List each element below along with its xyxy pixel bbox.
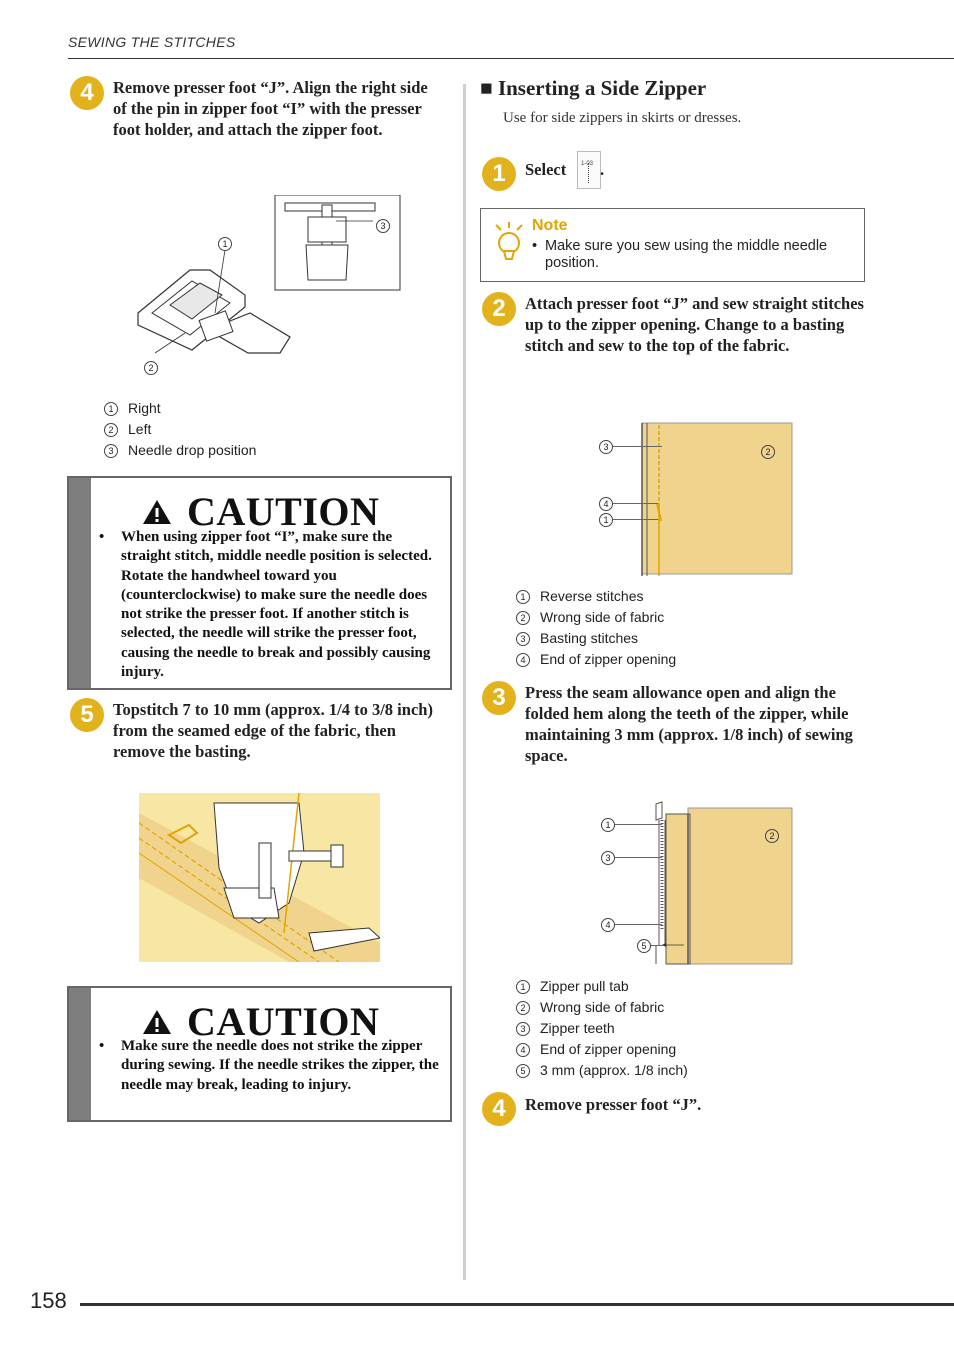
note-box [480, 208, 865, 282]
legend-item: 4 End of zipper opening [516, 649, 676, 670]
step-5-text: Topstitch 7 to 10 mm (approx. 1/4 to 3/8 inch) from the seamed edge of the fabric, then remove the basting. [113, 700, 433, 761]
warning-triangle-icon [141, 498, 173, 526]
legend-item: 2 Wrong side of fabric [516, 997, 688, 1018]
warning-triangle-icon [141, 1008, 173, 1036]
fig3-callout-2: 2 [765, 825, 789, 846]
fig3-callout-1: 1 [601, 814, 625, 835]
header-rule [68, 58, 954, 59]
caution-bar [69, 988, 91, 1120]
legend-item: 5 3 mm (approx. 1/8 inch) [516, 1060, 688, 1081]
fig2-callout-3: 3 [599, 436, 623, 457]
step-4-number: 4 [70, 76, 104, 110]
fig2-callout-1: 1 [599, 509, 623, 530]
section-title [480, 76, 706, 101]
lightbulb-icon [493, 221, 525, 265]
right-step-1-text: Select 1-03 . [525, 159, 566, 180]
legend-item: 3 Zipper teeth [516, 1018, 688, 1039]
fig3-legend [516, 976, 688, 1081]
right-step-3-number: 3 [482, 681, 516, 715]
legend-item: 3 Basting stitches [516, 628, 676, 649]
legend-item: 1 Reverse stitches [516, 586, 676, 607]
right-step-3-text: Press the seam allowance open and align the folded hem along the teeth of the zipper, while maintaining 3 mm (approx. 1/8 inch) of sewing space. [525, 683, 853, 765]
right-step-2-text: Attach presser foot “J” and sew straight stitches up to the zipper opening. Change to a basting stitch and sew to the top of the fabric. [525, 294, 864, 355]
fig3-callout-3: 3 [601, 847, 625, 868]
section-title-text: Inserting a Side Zipper [497, 76, 707, 100]
legend-item: 1 Right [104, 398, 256, 419]
page-number: 158 [30, 1288, 67, 1313]
fig3-callout-5: 5 [637, 935, 661, 956]
note-title: Note [532, 217, 568, 234]
fig1-legend [104, 398, 256, 461]
caution-title: CAUTION [187, 999, 380, 1044]
fig1-callout-1: 1 [218, 233, 242, 254]
section-marker: ■ [480, 76, 493, 100]
right-step-1-number: 1 [482, 157, 516, 191]
right-step-2-number: 2 [482, 292, 516, 326]
fig3-callout-4: 4 [601, 914, 625, 935]
fig1-callout-3: 3 [376, 215, 400, 236]
topstitch-figure [139, 793, 380, 962]
running-header: SEWING THE STITCHES [68, 34, 236, 50]
right-step-4-number: 4 [482, 1092, 516, 1126]
legend-item: 3 Needle drop position [104, 440, 256, 461]
caution-text: • Make sure the needle does not strike the zipper during sewing. If the needle strikes the zipper, the needle may break, leading to injury. [99, 1038, 439, 1093]
step-4-text: Remove presser foot “J”. Align the right side of the pin in zipper foot “I” with the presser foot holder, and attach the zipper foot. [113, 78, 428, 139]
caution-text: • When using zipper foot “I”, make sure the straight stitch, middle needle position is selected. Rotate the handwheel toward you (counterclockwise) to make sure the needle does not strike the presser foot. If another stitch is selected, the needle will strike the presser foot, causing the needle to break and possibly causing injury. [99, 529, 432, 681]
note-text: • Make sure you sew using the middle needle position. [532, 238, 828, 271]
step-5-number: 5 [70, 698, 104, 732]
caution-bar [69, 478, 91, 688]
caution-box-1 [67, 476, 452, 690]
footer-rule [80, 1303, 954, 1306]
caution-title: CAUTION [187, 489, 380, 534]
legend-item: 4 End of zipper opening [516, 1039, 688, 1060]
right-step-4-text: Remove presser foot “J”. [525, 1095, 702, 1114]
caution-box-2 [67, 986, 452, 1122]
section-subtitle: Use for side zippers in skirts or dresses. [503, 110, 742, 126]
fig2-legend [516, 586, 676, 670]
column-divider [463, 84, 466, 1280]
legend-item: 2 Wrong side of fabric [516, 607, 676, 628]
legend-item: 1 Zipper pull tab [516, 976, 688, 997]
stitch-select-icon: 1-03 [577, 151, 601, 189]
fig1-callout-2: 2 [144, 357, 168, 378]
fig2-callout-4: 4 [599, 493, 623, 514]
fig2-callout-2: 2 [761, 441, 785, 462]
zipper-foot-figure [130, 195, 405, 375]
legend-item: 2 Left [104, 419, 256, 440]
